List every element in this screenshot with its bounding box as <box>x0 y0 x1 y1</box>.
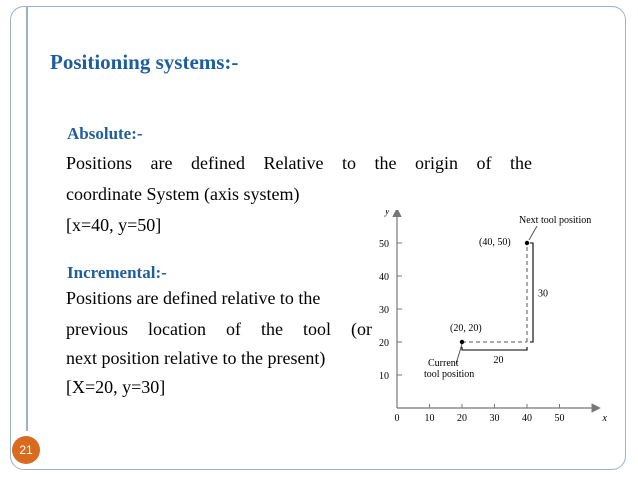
absolute-line-2: coordinate System (axis system) <box>66 184 300 204</box>
next-point-label: (40, 50) <box>479 237 511 248</box>
x-tick-label: 10 <box>424 413 435 424</box>
incremental-line-3: next position relative to the present) <box>66 348 326 368</box>
dy-label: 30 <box>538 288 548 300</box>
page-number-badge: 21 <box>12 436 40 464</box>
y-tick-label: 20 <box>379 338 389 349</box>
dx-label: 20 <box>493 355 504 366</box>
coordinate-figure <box>370 210 620 435</box>
x-tick-label: 30 <box>489 413 500 424</box>
slide-title: Positioning systems:- <box>50 50 239 74</box>
absolute-line-3: [x=40, y=50] <box>66 215 162 235</box>
dy-bracket <box>530 243 533 342</box>
dx-bracket <box>462 347 527 350</box>
absolute-line-1: Positions are defined Relative to the origin of the <box>66 153 532 173</box>
slide-side-line <box>26 6 28 431</box>
incremental-line-4: [X=20, y=30] <box>66 377 166 397</box>
y-tick-label: 30 <box>379 305 389 316</box>
current-caption-1: Current <box>428 358 459 369</box>
y-tick-label: 50 <box>379 239 389 250</box>
incremental-line-2: previous location of the tool (or <box>66 319 372 339</box>
y-tick-label: 10 <box>379 371 389 382</box>
x-tick-label: 20 <box>457 413 467 424</box>
next-leader-line <box>529 226 537 240</box>
x-tick-label: 0 <box>394 413 400 424</box>
x-tick-label: 40 <box>522 413 532 424</box>
y-tick-label: 40 <box>379 272 389 283</box>
current-point-label: (20, 20) <box>450 323 482 334</box>
incremental-heading: Incremental:- <box>67 263 167 282</box>
incremental-line-1: Positions are defined relative to the <box>66 288 321 308</box>
next-point <box>525 241 529 245</box>
x-axis-label: x <box>602 413 607 424</box>
current-caption-2: tool position <box>424 369 475 380</box>
next-caption: Next tool position <box>519 215 592 226</box>
y-axis-label: y <box>385 210 390 217</box>
current-point <box>460 340 464 344</box>
absolute-heading: Absolute:- <box>67 124 143 143</box>
x-tick-label: 50 <box>554 413 565 424</box>
